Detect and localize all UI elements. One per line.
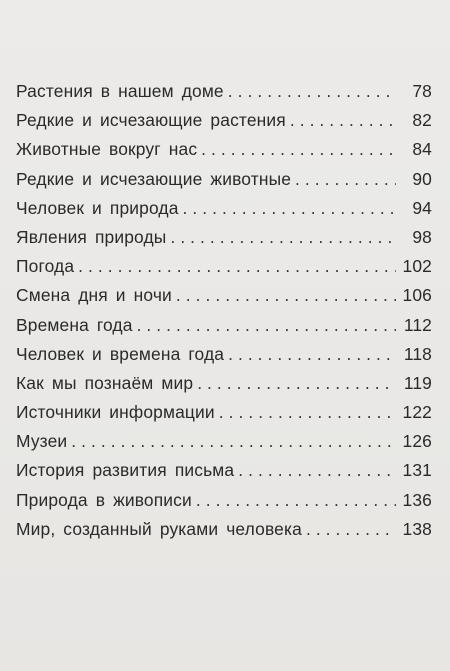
dot-leader [295, 165, 396, 194]
dot-leader [196, 486, 396, 515]
dot-leader [238, 456, 396, 485]
dot-leader [176, 281, 396, 310]
toc-entry-page: 90 [412, 168, 432, 189]
dot-leader [170, 223, 396, 252]
toc-entry-title: Источники информации [16, 402, 215, 423]
toc-entry-title: Погода [16, 256, 75, 277]
dot-leader [228, 77, 396, 106]
toc-entry-title: Музеи [16, 431, 68, 452]
toc-entry-title: Животные вокруг нас [16, 139, 198, 160]
toc-entry [16, 427, 432, 456]
toc-entry [16, 106, 432, 135]
toc-entry-page: 112 [403, 314, 432, 335]
toc-entry [16, 398, 432, 427]
toc-entry [16, 223, 432, 252]
toc-entry-title: Явления природы [16, 226, 167, 247]
toc-entry-page: 136 [402, 489, 432, 510]
toc-entry-title: Смена дня и ночи [16, 285, 172, 306]
toc-entry-page: 122 [402, 402, 432, 423]
toc-entry [16, 77, 432, 106]
toc-entry-page: 98 [412, 226, 432, 247]
toc-entry-title: Человек и времена года [16, 343, 225, 364]
toc-entry-title: Природа в живописи [16, 489, 192, 510]
toc-entry-title: История развития письма [16, 460, 235, 481]
toc-entry-page: 119 [403, 372, 432, 393]
toc-entry-title: Как мы познаём мир [16, 372, 194, 393]
toc-entry [16, 456, 432, 485]
toc-entry [16, 165, 432, 194]
toc-entry-page: 138 [402, 518, 432, 539]
dot-leader [228, 340, 396, 369]
dot-leader [219, 398, 396, 427]
toc-entry [16, 340, 432, 369]
toc-entry-title: Человек и природа [16, 197, 179, 218]
toc-entry-title: Редкие и исчезающие животные [16, 168, 292, 189]
dot-leader [137, 311, 396, 340]
dot-leader [201, 135, 396, 164]
toc-entry [16, 369, 432, 398]
toc-entry-title: Редкие и исчезающие растения [16, 110, 286, 131]
toc-entry [16, 486, 432, 515]
toc-entry [16, 515, 432, 544]
toc-entry-title: Растения в нашем доме [16, 81, 224, 101]
dot-leader [290, 106, 396, 135]
toc-entry [16, 194, 432, 223]
toc-entry [16, 281, 432, 310]
toc-entry-page: 118 [403, 343, 432, 364]
toc-entry-page: 78 [412, 81, 432, 101]
toc-entry-page: 131 [402, 460, 432, 481]
dot-leader [306, 515, 396, 544]
dot-leader [71, 427, 396, 456]
dot-leader [183, 194, 396, 223]
toc-entry-title: Мир, созданный руками человека [16, 518, 302, 539]
toc-entry [16, 252, 432, 281]
toc-entry-page: 82 [412, 110, 432, 131]
toc-entry-page: 102 [402, 256, 432, 277]
toc-entry-title: Времена года [16, 314, 133, 335]
toc-entry-page: 84 [412, 139, 432, 160]
toc-entry [16, 311, 432, 340]
dot-leader [78, 252, 396, 281]
table-of-contents [16, 77, 432, 544]
toc-entry-page: 106 [402, 285, 432, 306]
toc-entry-page: 126 [402, 431, 432, 452]
dot-leader [197, 369, 396, 398]
toc-entry-page: 94 [412, 197, 432, 218]
toc-entry [16, 135, 432, 164]
